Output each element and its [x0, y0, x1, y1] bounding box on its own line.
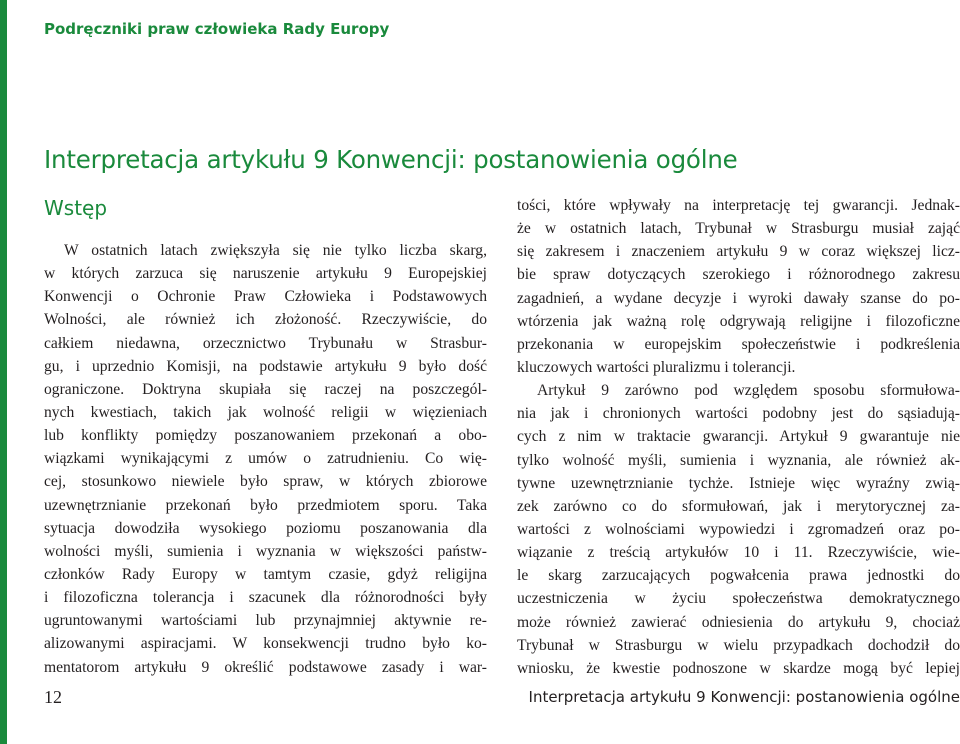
text-line: Artykuł 9 zarówno pod względem sposobu sformułowa- [537, 382, 960, 400]
text-line: tości, które wpływały na interpretację tej gwarancji. Jednak- [517, 197, 960, 214]
text-line: całkiem niedawna, orzecznictwo Trybunału w Strasbur- [44, 334, 487, 352]
text-line: alizowanymi aspiracjami. W konsekwencji trudno było ko- [44, 635, 487, 653]
text-line: może również zawierać odniesienia do artykułu 9, chociaż [517, 613, 960, 631]
text-line: sytuacja dowodziła wysokiego poziomu poszanowania dla [44, 519, 487, 537]
running-footer: Interpretacja artykułu 9 Konwencji: postanowienia ogólne [528, 688, 960, 706]
text-line: tylko wolność myśli, sumienia i wyznania, ale również ak- [517, 451, 960, 469]
text-line: w których zarzuca się naruszenie artykułu 9 Europejskiej [44, 265, 487, 283]
text-line: Trybunał w Strasburgu w wielu przypadkach dochodził do [517, 636, 960, 654]
text-line: wtórzenia jak ważną rolę odgrywają religijne i filozoficzne [517, 312, 960, 330]
text-line: nia jak i chronionych wartości podobny jest do sąsiadują- [517, 405, 960, 423]
text-line: uzewnętrznianie przekonań było przedmiotem sporu. Taka [44, 496, 487, 514]
text-line: ugruntowanymi wartościami lub przynajmniej aktywnie re- [44, 612, 487, 630]
text-line: wolności myśli, sumienia i wyznania w większości państw- [44, 542, 487, 560]
text-line: wiązkami wynikającymi z umów o zatrudnieniu. Co wię- [44, 450, 487, 468]
text-line: gu, i uprzednio Komisji, na podstawie artykułu 9 było dość [44, 357, 487, 375]
text-line: ograniczone. Doktryna skupiała się raczej na poszczegól- [44, 380, 487, 398]
chapter-title: Interpretacja artykułu 9 Konwencji: postanowienia ogólne [44, 145, 738, 174]
text-line: członków Rady Europy w tamtym czasie, gdyż religijna [44, 565, 487, 583]
text-line: Konwencji o Ochronie Praw Człowieka i Podstawowych [44, 288, 487, 306]
text-line: cej, stosunkowo niewiele było spraw, w których zbiorowe [44, 473, 487, 491]
page-number: 12 [44, 687, 62, 707]
right-text-column [517, 194, 960, 680]
text-line: przekonania w europejskim społeczeństwie i podkreślenia [517, 335, 960, 353]
text-line: że w ostatnich latach, Trybunał w Strasburgu musiał zająć [517, 220, 960, 238]
text-line: W ostatnich latach zwiększyła się nie tylko liczba skarg, [64, 242, 487, 259]
text-line: i filozoficzna tolerancja i szacunek dla różnorodności były [44, 589, 487, 607]
running-header: Podręczniki praw człowieka Rady Europy [44, 20, 390, 38]
text-line: kluczowych wartości pluralizmu i tolerancji. [517, 358, 796, 376]
text-line: wniosku, że kwestie podnoszone w skardze mogą być lepiej [517, 659, 960, 677]
text-line: Wolności, ale również ich złożoność. Rzeczywiście, do [44, 311, 487, 329]
text-line: mentatorom artykułu 9 określić podstawowe zasady i war- [44, 658, 487, 676]
side-accent-bar [0, 0, 7, 744]
text-line: cych z nim w traktacie gwarancji. Artykuł 9 gwarantuje nie [517, 428, 960, 446]
section-heading: Wstęp [44, 196, 108, 220]
left-text-column [44, 239, 487, 679]
text-line: wiązanie z treścią artykułów 10 i 11. Rzeczywiście, wie- [517, 544, 960, 562]
text-line: lub konflikty pomiędzy poszanowaniem przekonań a obo- [44, 427, 487, 445]
text-line: nych kwestiach, takich jak wolność religii w więzieniach [44, 403, 487, 421]
text-line: bie spraw dotyczących szerokiego i różnorodnego zakresu [517, 266, 960, 284]
text-line: się zakresem i znaczeniem artykułu 9 w coraz większej licz- [517, 243, 960, 261]
text-line: zek zarówno co do sformułowań, jak i merytorycznej za- [517, 497, 960, 515]
text-line: le skarg zarzucających pogwałcenia prawa jednostki do [517, 567, 960, 585]
text-line: wartości z wolnościami wypowiedzi i zgromadzeń oraz po- [517, 520, 960, 538]
text-line: tywne uzewnętrznianie tychże. Istnieje więc wyraźny zwią- [517, 474, 960, 492]
text-line: zagadnień, a wydane decyzje i wyroki dawały szanse do po- [517, 289, 960, 307]
text-line: uczestniczenia w życiu społeczeństwa demokratycznego [517, 590, 960, 608]
